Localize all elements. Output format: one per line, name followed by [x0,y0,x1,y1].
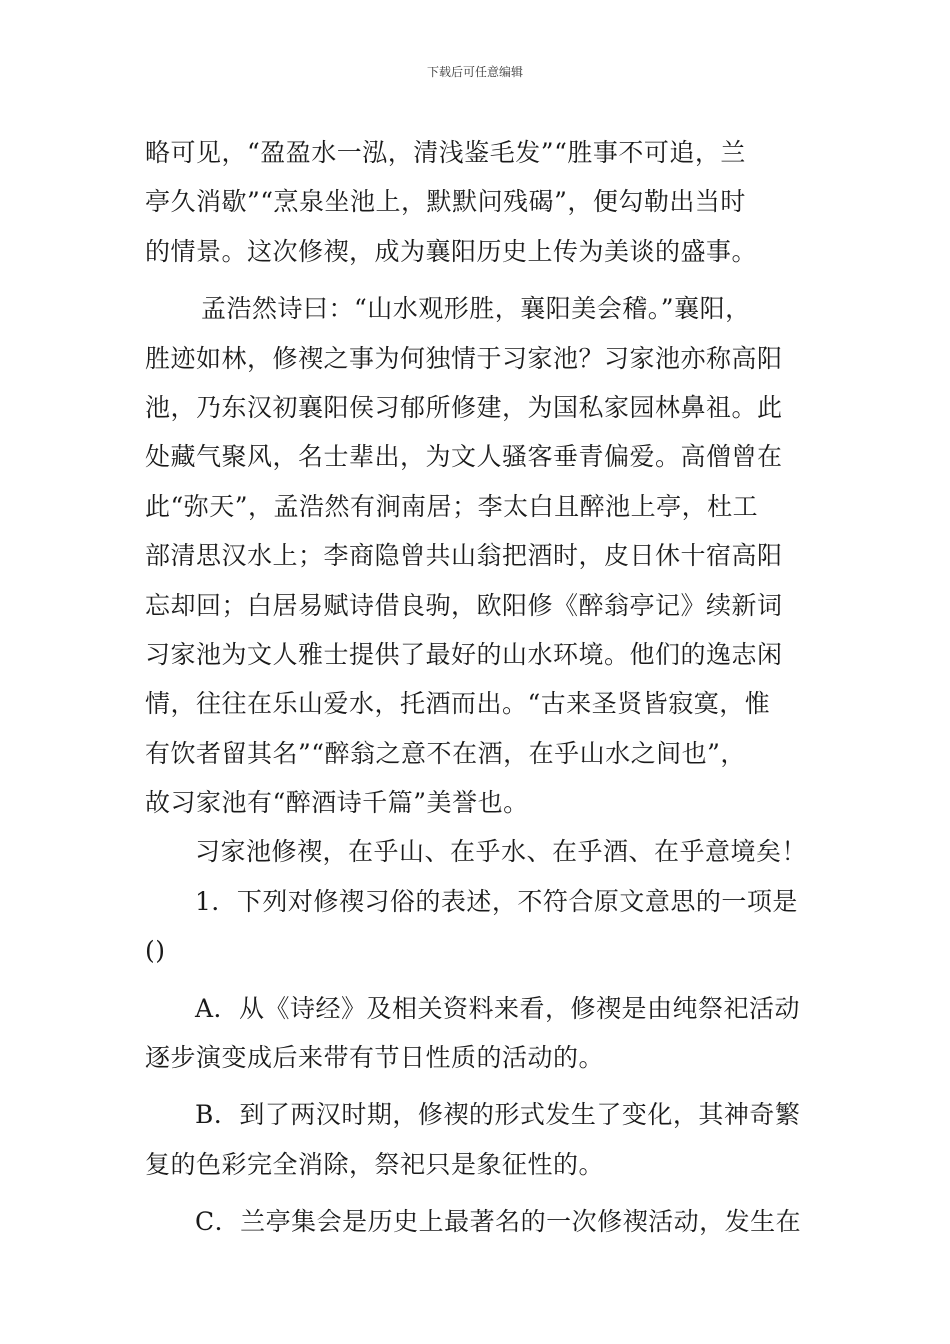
option-text: 复的色彩完全消除，祭祀只是象征性的。 [145,1149,605,1179]
text-line: 亭久消歇”“烹泉坐池上，默默问残碣”，便勾勒出当时 [145,187,746,217]
paragraph-2 [145,284,805,827]
text-line: 忘却回；白居易赋诗借良驹，欧阳修《醉翁亭记》续新词 [145,590,783,620]
text-line: 故习家池有“醉酒诗千篇”美誉也。 [145,788,529,818]
text-line: 部清思汉水上；李商隐曾共山翁把酒时，皮日休十宿高阳 [145,541,783,571]
question-stem-blank: () [145,936,166,966]
question-stem: 1．下列对修禊习俗的表述，不符合原文意思的一项是 [195,886,798,916]
text-line: 习家池为文人雅士提供了最好的山水环境。他们的逸志闲 [145,639,783,669]
text-line: 的情景。这次修禊，成为襄阳历史上传为美谈的盛事。 [145,236,758,266]
page-header: 下载后可任意编辑 [426,65,523,79]
text-line: 池，乃东汉初襄阳侯习郁所修建，为国私家园林鼻祖。此 [145,392,783,422]
text-line: 有饮者留其名”“醉翁之意不在酒，在乎山水之间也”， [145,738,746,768]
text-line: 胜迹如林，修禊之事为何独情于习家池？习家池亦称高阳 [145,343,783,373]
paragraph-1 [145,128,805,276]
document-body [145,128,808,1247]
option-b [145,1090,805,1189]
text-line: 此“弥天”，孟浩然有涧南居；李太白且醉池上亭，杜工 [145,491,759,521]
option-a [145,984,805,1083]
text-line: 习家池修禊，在乎山、在乎水、在乎酒、在乎意境矣！ [195,837,808,867]
option-text: 逐步演变成后来带有节日性质的活动的。 [145,1043,605,1073]
text-line: 略可见，“盈盈水一泓，清浅鉴毛发”“胜事不可追，兰 [145,138,746,167]
option-text: C．兰亭集会是历史上最著名的一次修禊活动，发生在 [195,1207,802,1237]
option-text: A．从《诗经》及相关资料来看，修禊是由纯祭祀活动 [195,993,801,1023]
option-text: B．到了两汉时期，修禊的形式发生了变化，其神奇繁 [195,1100,801,1130]
text-line: 处藏气聚风，名士辈出，为文人骚客垂青偏爱。高僧曾在 [145,442,783,472]
option-c [145,1197,805,1246]
text-line: 情，往往在乐山爱水，托酒而出。“古来圣贤皆寂寞，惟 [145,689,771,719]
paragraph-3 [145,827,808,876]
question-1 [145,877,805,1247]
text-line: 孟浩然诗曰：“山水观形胜，襄阳美会稽。”襄阳， [201,294,751,324]
